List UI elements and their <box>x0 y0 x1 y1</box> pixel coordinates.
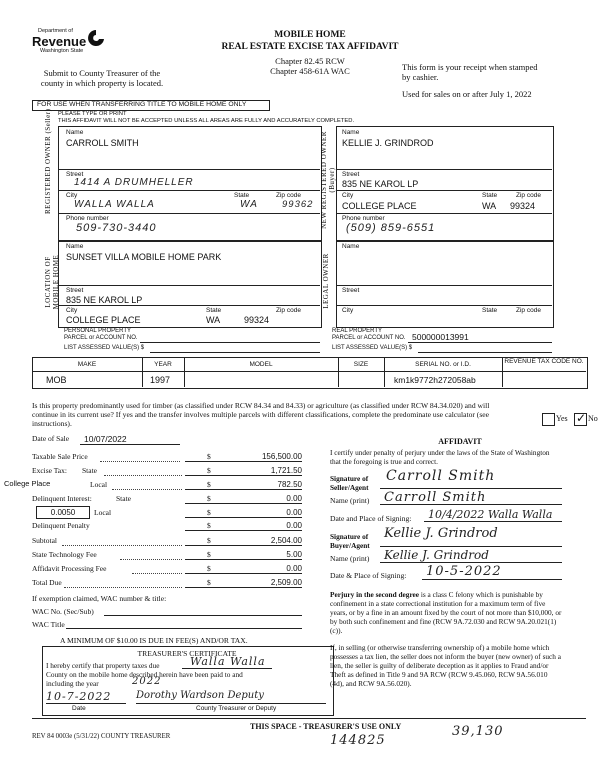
buyer-print-label: Name (print) <box>330 554 370 563</box>
delinquent-state-value: 0.00 <box>286 494 302 503</box>
treasurer-title: TREASURER'S CERTIFICATE <box>137 649 237 658</box>
legal-state-label: State <box>482 307 498 314</box>
perjury-text: is a class C felony which is punishable by confinement in a state correctional institution for a maximum term of five years, or by a fine in an amount fixed by the court of not more than $10,000, or by both such confinement and fine (RCW 9A.72.030 and RCW 9A.20.021(1)(c)). <box>330 590 562 635</box>
treasurer-date-label: Date <box>72 705 86 712</box>
excise-label: Excise Tax: <box>32 466 67 475</box>
logo-name: Revenue <box>32 34 87 49</box>
location-state: WA <box>206 315 221 325</box>
penalty-label: Delinquent Penalty <box>32 521 90 530</box>
treasurer-date: 10-7-2022 <box>46 690 112 703</box>
penalty-row <box>32 521 302 530</box>
taxable-label: Taxable Sale Price <box>32 452 88 461</box>
location-zip-label: Zip code <box>276 307 301 314</box>
buyer-state: WA <box>482 201 497 211</box>
real-parcel-label: PARCEL or ACCOUNT NO. <box>332 335 406 341</box>
subtotal-row <box>32 536 302 545</box>
treasurer-line2: County on the mobile home described herein have been paid to and including the year <box>46 670 243 688</box>
affidavit-fee-row <box>32 564 302 573</box>
personal-assessed-label: LIST ASSESSED VALUE(S) $ <box>64 345 145 351</box>
seller-side-label: REGISTERED OWNER (Seller) <box>44 108 52 214</box>
buyer-name: KELLIE J. GRINDROD <box>342 138 434 148</box>
logo-dept: Department of <box>38 28 73 34</box>
seller-phone-label: Phone number <box>66 215 109 222</box>
seller-street: 1414 A DRUMHELLER <box>74 177 194 188</box>
minimum-fee-note: A MINIMUM OF $10.00 IS DUE IN FEE(S) AND/OR TAX. <box>60 636 248 645</box>
buyer-sig-label: Signature of Buyer/Agent <box>330 532 370 550</box>
type-or-print: PLEASE TYPE OR PRINT <box>58 111 127 117</box>
treasurer-signature: Dorothy Wardson Deputy <box>136 690 264 701</box>
sales-date-note: Used for sales on or after July 1, 2022 <box>402 89 532 99</box>
timber-question: Is this property predominantly used for timber (as classified under RCW 84.34 and 84.33) or agriculture (as classified under RCW 84.34.020) and will continue in its current use? If yes and the transfer involves multiple parcels with different classifications, complete the predominate use calculator (see instructions). <box>32 401 490 428</box>
seller-zip: 99362 <box>282 199 314 210</box>
legal-zip-label: Zip code <box>516 307 541 314</box>
buyer-zip: 99324 <box>510 201 536 211</box>
delinquent-local-value: 0.00 <box>286 508 302 517</box>
col-year: YEAR <box>154 361 172 368</box>
buyer-phone-label: Phone number <box>342 215 385 222</box>
chapter-rcw: Chapter 82.45 RCW <box>275 56 345 66</box>
personal-parcel-label: PARCEL or ACCOUNT NO. <box>64 335 138 341</box>
buyer-zip-label: Zip code <box>516 192 541 199</box>
location-city-label: City <box>66 307 78 314</box>
delinquent-local-currency: $ <box>207 508 211 517</box>
tech-fee-value: 5.00 <box>286 550 302 559</box>
tech-fee-label: State Technology Fee <box>32 550 97 559</box>
total-currency: $ <box>207 578 211 587</box>
transfer-notice-text: FOR USE WHEN TRANSFERRING TITLE TO MOBILE HOME ONLY <box>37 101 247 108</box>
state-label: State <box>82 466 97 475</box>
transfer-notice <box>32 100 270 111</box>
delinquent-label: Delinquent Interest: <box>32 494 92 503</box>
chapter-wac: Chapter 458-61A WAC <box>270 66 350 76</box>
treasurer-county: Walla Walla <box>190 655 266 668</box>
receipt-note: This form is your receipt when stamped by cashier. <box>402 62 538 82</box>
location-zip: 99324 <box>244 315 270 325</box>
seller-signature: Carroll Smith <box>386 468 496 484</box>
seller-print-name: Carroll Smith <box>384 490 487 505</box>
location-street-label: Street <box>66 287 84 294</box>
footer-handwritten-amount: 39,130 <box>452 724 504 739</box>
subtotal-currency: $ <box>207 536 211 545</box>
col-make: MAKE <box>77 361 97 368</box>
seller-street-label: Street <box>66 171 84 178</box>
local-label: Local <box>90 480 108 489</box>
seller-name-label: Name <box>66 129 84 136</box>
timber-yes-checkbox[interactable] <box>542 413 555 426</box>
form-title <box>200 30 420 76</box>
title-line2: REAL ESTATE EXCISE TAX AFFIDAVIT <box>221 42 399 52</box>
date-of-sale-label: Date of Sale <box>32 434 70 443</box>
treasurer-sig-label: County Treasurer or Deputy <box>196 705 277 712</box>
seller-name: CARROLL SMITH <box>66 138 139 148</box>
state-currency: $ <box>207 466 211 475</box>
affidavit-fee-currency: $ <box>207 564 211 573</box>
buyer-side-label: NEW REGISTERED OWNER (Buyer) <box>320 131 336 229</box>
seller-city: WALLA WALLA <box>74 199 155 210</box>
buyer-street: 835 NE KAROL LP <box>342 179 419 189</box>
seller-city-label: City <box>66 192 78 199</box>
seller-date-place: 10/4/2022 Walla Walla <box>428 508 553 521</box>
location-name-label: Name <box>66 243 84 250</box>
legal-name-label: Name <box>342 243 360 250</box>
delinquent-state-label: State <box>116 494 131 503</box>
affidavit-certify: I certify under penalty of perjury under the laws of the State of Washington that the foregoing is true and correct. <box>330 448 550 466</box>
vehicle-make: MOB <box>46 375 67 385</box>
location-side-label: LOCATION OF MOBILE HOME <box>44 254 60 310</box>
seller-phone: 509-730-3440 <box>76 222 157 234</box>
buyer-street-label: Street <box>342 171 360 178</box>
location-street: 835 NE KAROL LP <box>66 295 143 305</box>
total-value: 2,509.00 <box>270 578 302 587</box>
rate-box <box>36 506 90 519</box>
col-serial: SERIAL NO. or I.D. <box>415 361 471 368</box>
seller-date-label: Date and Place of Signing: <box>330 514 412 523</box>
penalty-currency: $ <box>207 521 211 530</box>
form-number: REV 84 0003e (5/31/22) COUNTY TREASURER <box>32 733 171 740</box>
taxable-value: 156,500.00 <box>261 452 302 461</box>
logo-state: Washington State <box>40 48 84 54</box>
not-accepted-note: THIS AFFIDAVIT WILL NOT BE ACCEPTED UNLESS ALL AREAS ARE FULLY AND ACCURATELY COMPLETED. <box>58 118 355 124</box>
title-line1: MOBILE HOME <box>274 30 346 40</box>
treasurer-certify: I hereby certify that property taxes due <box>46 661 160 670</box>
perjury-notice <box>330 590 562 635</box>
col-tax-code: REVENUE TAX CODE NO. <box>504 358 584 365</box>
total-row <box>32 578 302 587</box>
timber-no-label: No <box>588 414 598 423</box>
date-of-sale-value: 10/07/2022 <box>84 434 127 444</box>
taxable-currency: $ <box>207 452 211 461</box>
treasurer-year: 2022 <box>132 676 162 687</box>
buyer-date-label: Date & Place of Signing: <box>330 571 407 580</box>
seller-state: WA <box>240 199 258 210</box>
location-name: SUNSET VILLA MOBILE HOME PARK <box>66 252 222 262</box>
date-of-sale-row <box>32 434 302 443</box>
dor-logo <box>32 26 104 60</box>
subtotal-label: Subtotal <box>32 536 58 545</box>
rate-value: 0.0050 <box>50 508 76 517</box>
perjury-bold: Perjury in the second degree <box>330 590 420 599</box>
legal-owner-block <box>336 240 554 328</box>
treasurer-use-label: THIS SPACE - TREASURER'S USE ONLY <box>250 722 402 731</box>
legal-street-label: Street <box>342 287 360 294</box>
footer-handwritten-number: 144825 <box>330 733 386 748</box>
personal-property-label: PERSONAL PROPERTY <box>64 328 132 334</box>
tech-fee-currency: $ <box>207 550 211 559</box>
state-tax-row <box>32 466 302 475</box>
state-tax-value: 1,721.50 <box>270 466 302 475</box>
vehicle-serial: km1k9772h272058ab <box>394 375 476 385</box>
subtotal-value: 2,504.00 <box>270 536 302 545</box>
col-model: MODEL <box>249 361 273 368</box>
local-tax-value: 782.50 <box>277 480 302 489</box>
submit-instruction: Submit to County Treasurer of the county in which property is located. <box>40 68 164 88</box>
logo-swirl-icon <box>86 28 106 50</box>
seller-state-label: State <box>234 192 250 199</box>
buyer-print-name: Kellie J. Grindrod <box>384 548 489 562</box>
buyer-phone: (509) 859-6551 <box>346 222 436 234</box>
real-property-label: REAL PROPERTY <box>332 328 383 334</box>
legal-side-label: LEGAL OWNER <box>322 253 330 309</box>
taxable-row <box>32 452 302 461</box>
delinquent-local-label: Local <box>94 508 112 517</box>
total-label: Total Due <box>32 578 62 587</box>
wac-title-label: WAC Title <box>32 620 65 629</box>
exemption-label: If exemption claimed, WAC number & title: <box>32 594 167 603</box>
check-icon: ✓ <box>576 411 587 425</box>
buyer-city-label: City <box>342 192 354 199</box>
local-currency: $ <box>207 480 211 489</box>
delinquent-state-currency: $ <box>207 494 211 503</box>
buyer-date-place: 10-5-2022 <box>426 564 502 579</box>
col-size: SIZE <box>353 361 369 368</box>
location-city: COLLEGE PLACE <box>66 315 141 325</box>
buyer-signature: Kellie J. Grindrod <box>384 526 498 541</box>
seller-print-label: Name (print) <box>330 496 370 505</box>
timber-yes-label: Yes <box>556 414 568 423</box>
timber-no-checkbox[interactable] <box>574 413 587 426</box>
lien-notice: If, in selling (or otherwise transferring ownership of) a mobile home which possesses a tax lien, the seller does not inform the buyer (new owner) of such a lien, the seller is guilty of deliberate deception as it applies to Fraud and/or Theft as defined in Title 9 and 9A RCW (RCW 9.45.060, RCW 9A.56.010 (4d), and RCW 9A.56.020). <box>330 643 562 688</box>
seller-zip-label: Zip code <box>276 192 301 199</box>
penalty-value: 0.00 <box>286 521 302 530</box>
delinquent-state-row <box>32 494 302 503</box>
wac-no-label: WAC No. (Sec/Sub) <box>32 607 94 616</box>
legal-city-label: City <box>342 307 354 314</box>
buyer-name-label: Name <box>342 129 360 136</box>
real-parcel-number: 500000013991 <box>412 332 469 342</box>
buyer-city: COLLEGE PLACE <box>342 201 417 211</box>
seller-sig-label: Signature of Seller/Agent <box>330 474 369 492</box>
location-state-label: State <box>206 307 222 314</box>
tech-fee-row <box>32 550 302 559</box>
vehicle-year: 1997 <box>150 375 171 385</box>
buyer-state-label: State <box>482 192 498 199</box>
local-jurisdiction: College Place <box>4 479 51 488</box>
affidavit-fee-value: 0.00 <box>286 564 302 573</box>
affidavit-title: AFFIDAVIT <box>438 437 482 446</box>
real-assessed-label: LIST ASSESSED VALUE(S) $ <box>332 345 413 351</box>
affidavit-fee-label: Affidavit Processing Fee <box>32 564 107 573</box>
